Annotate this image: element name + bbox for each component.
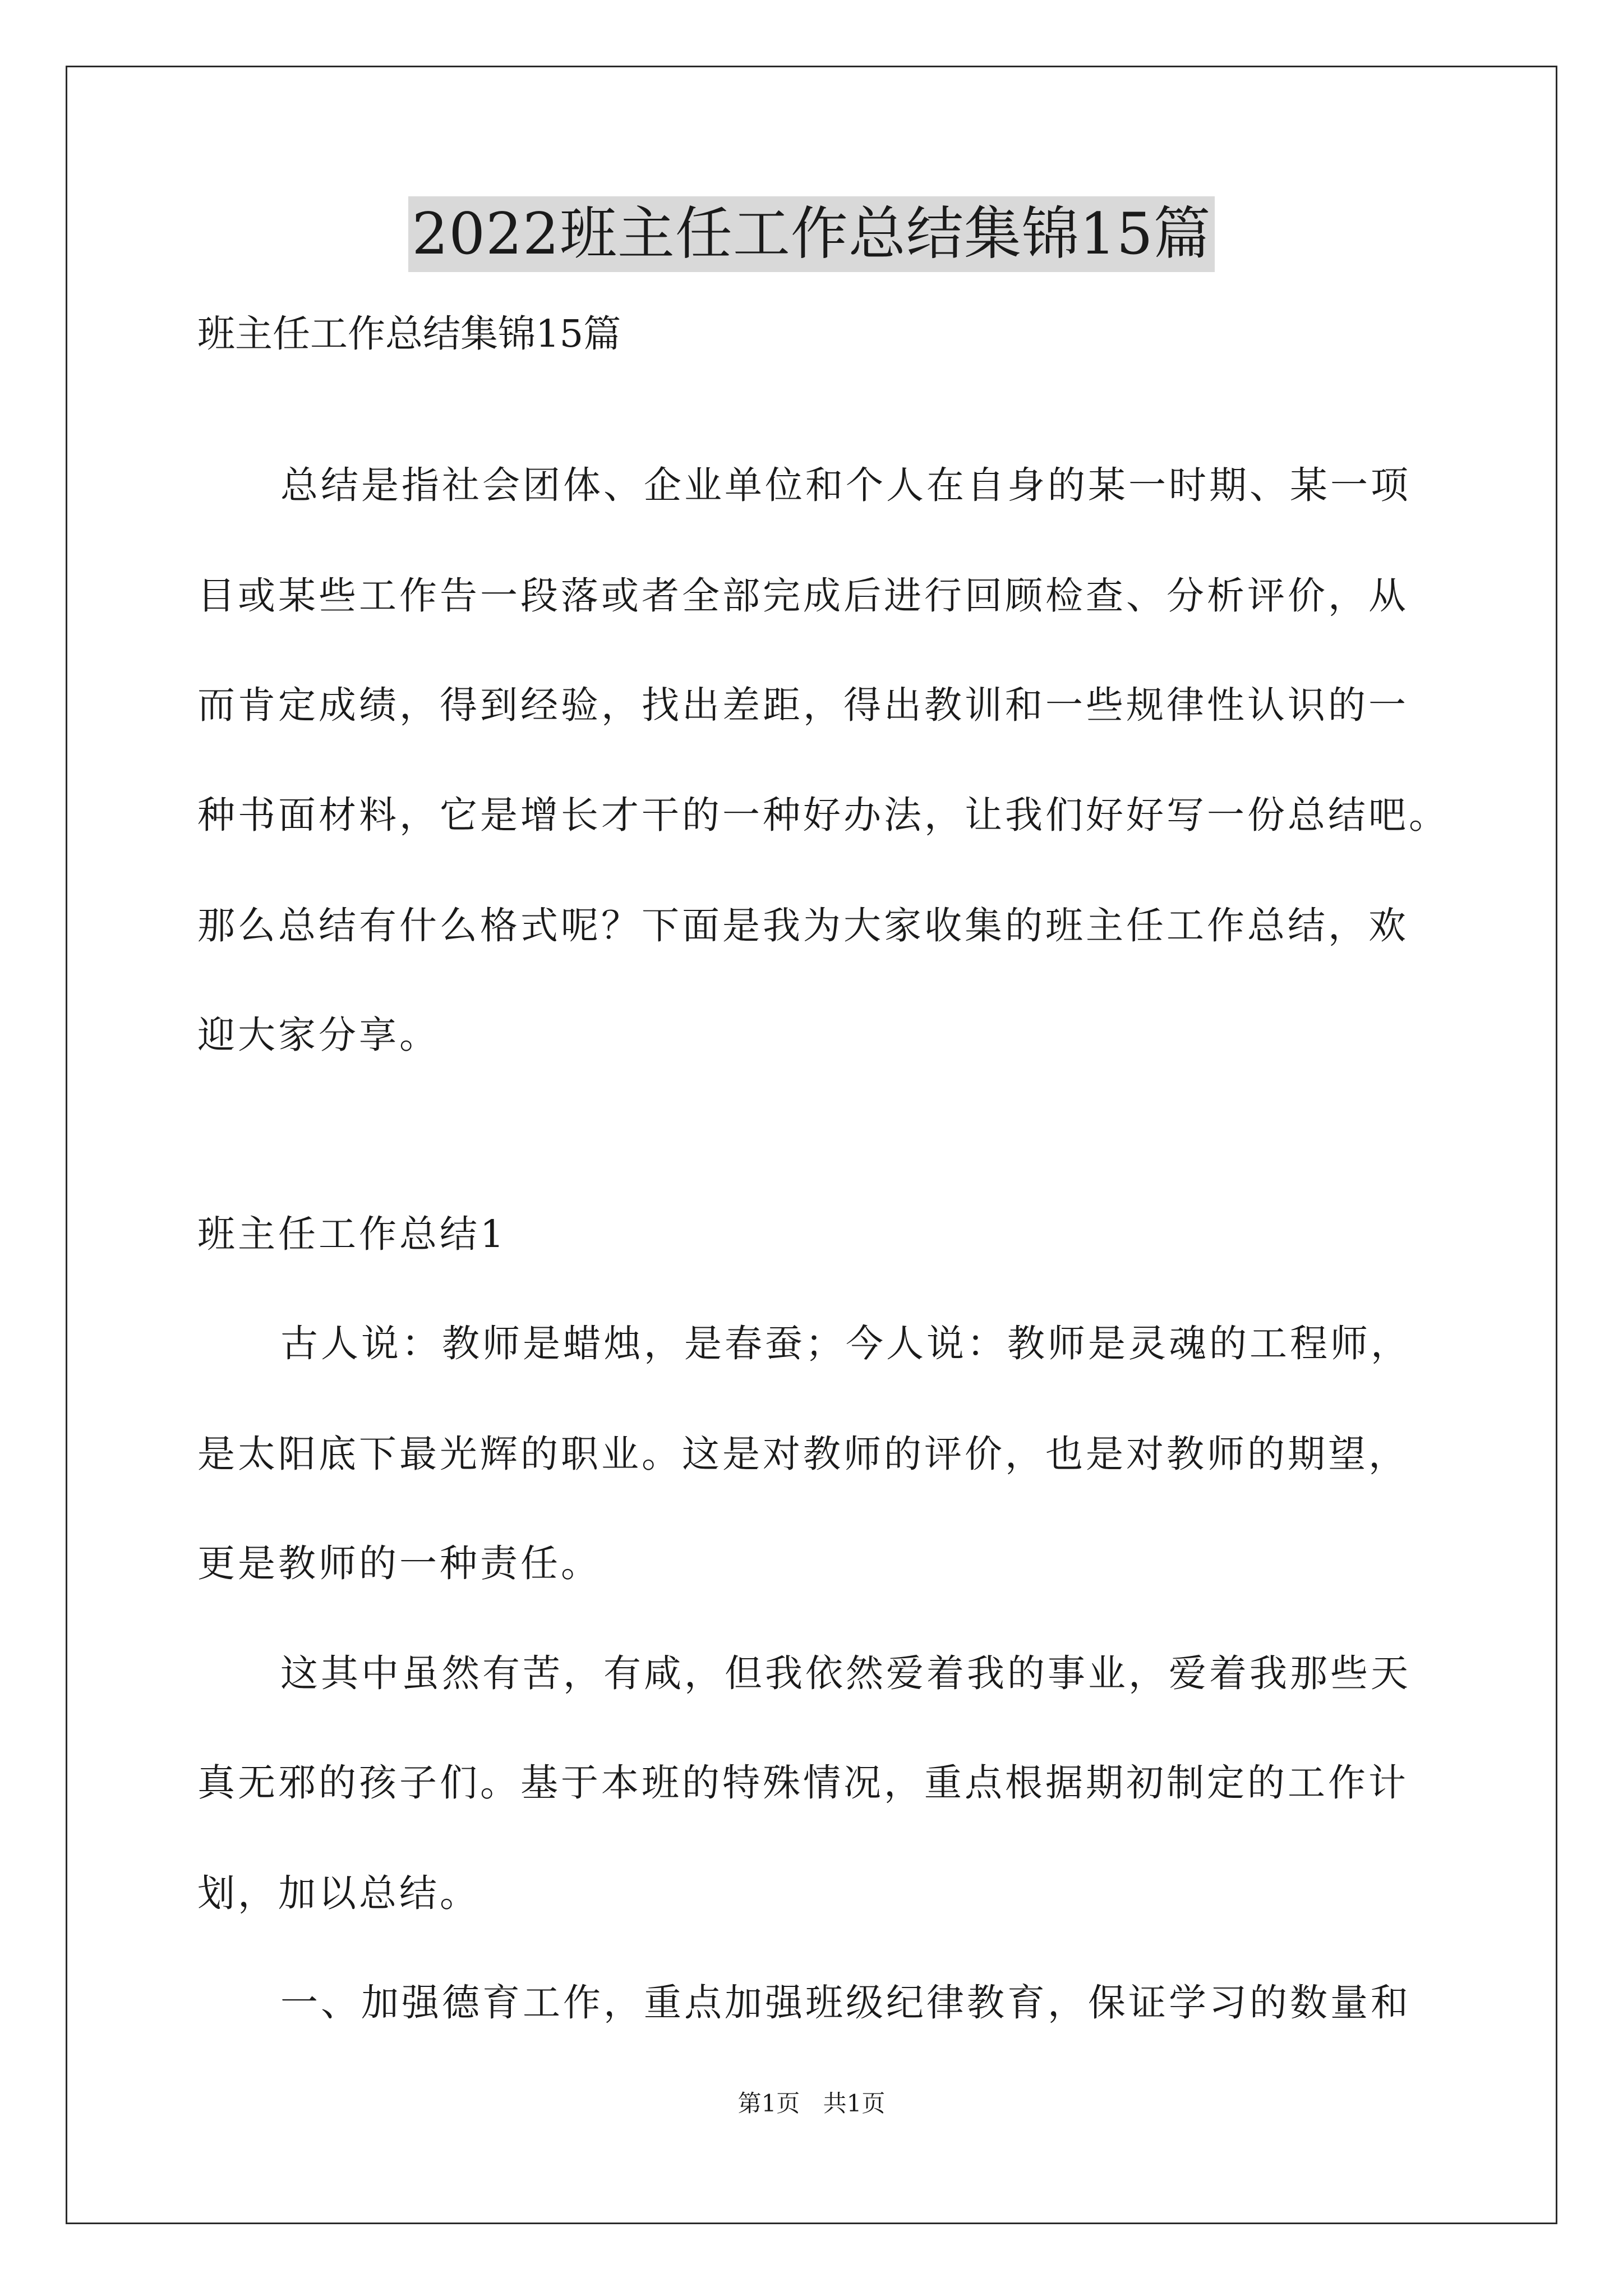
paragraph-line: 一、加强德育工作，重点加强班级纪律教育，保证学习的数量和 [280, 1981, 1411, 2024]
intro-line: 总结是指社会团体、企业单位和个人在自身的某一时期、某一项 [280, 463, 1411, 507]
page-total: 共1页 [823, 2090, 886, 2117]
section-heading: 班主任工作总结1 [197, 1212, 507, 1256]
paragraph-line: 更是教师的一种责任。 [197, 1542, 601, 1585]
paragraph-line: 真无邪的孩子们。基于本班的特殊情况，重点根据期初制定的工作计 [197, 1761, 1409, 1805]
intro-line: 那么总结有什么格式呢？下面是我为大家收集的班主任工作总结，欢 [197, 904, 1409, 947]
paragraph-line: 古人说：教师是蜡烛，是春蚕；今人说：教师是灵魂的工程师， [280, 1322, 1411, 1365]
paragraph-line: 是太阳底下最光辉的职业。这是对教师的评价，也是对教师的期望， [197, 1432, 1409, 1476]
document-subtitle: 班主任工作总结集锦15篇 [197, 312, 621, 356]
paragraph-line: 划，加以总结。 [197, 1871, 480, 1915]
page-number: 第1页 [737, 2090, 800, 2117]
paragraph-line: 这其中虽然有苦，有咸，但我依然爱着我的事业，爱着我那些天 [280, 1651, 1411, 1695]
title-container [0, 196, 1623, 272]
document-title: 2022班主任工作总结集锦15篇 [408, 196, 1214, 272]
intro-line: 而肯定成绩，得到经验，找出差距，得出教训和一些规律性认识的一 [197, 683, 1409, 727]
intro-line: 目或某些工作告一段落或者全部完成后进行回顾检查、分析评价，从 [197, 574, 1409, 618]
intro-line: 迎大家分享。 [197, 1013, 440, 1057]
page-footer [0, 2087, 1623, 2120]
intro-line: 种书面材料，它是增长才干的一种好办法，让我们好好写一份总结吧。 [197, 793, 1449, 837]
